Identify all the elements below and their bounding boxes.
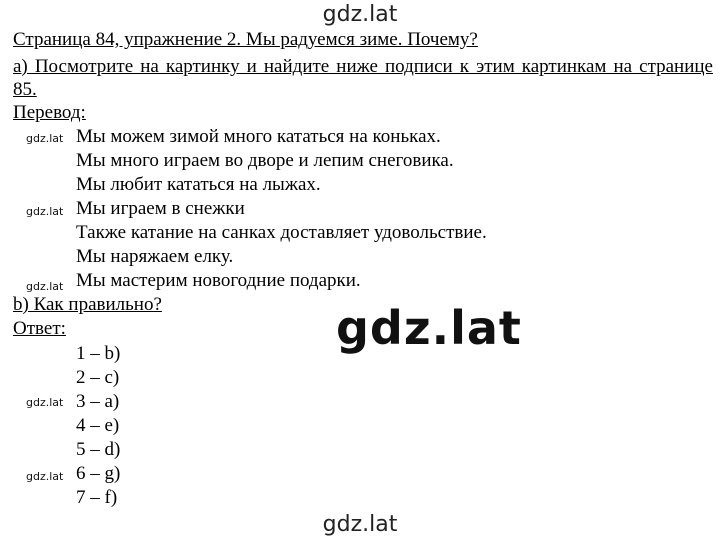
- answer-item-2: 2 – c): [76, 367, 120, 388]
- watermark-small-1: gdz.lat: [26, 132, 64, 145]
- translation-label: Перевод:: [13, 102, 86, 123]
- watermark-small-2: gdz.lat: [26, 205, 64, 218]
- watermark-small-5: gdz.lat: [26, 470, 64, 483]
- answer-item-5: 5 – d): [76, 439, 121, 460]
- watermark-center: gdz.lat: [336, 301, 522, 355]
- watermark-bottom: gdz.lat: [322, 512, 398, 537]
- translation-line-5: Также катание на санках доставляет удовольствие.: [76, 222, 487, 243]
- answer-item-4: 4 – e): [76, 415, 120, 436]
- translation-line-4: Мы играем в снежки: [76, 198, 245, 219]
- watermark-small-4: gdz.lat: [26, 396, 64, 409]
- translation-line-7: Мы мастерим новогодние подарки.: [76, 270, 361, 291]
- answer-item-6: 6 – g): [76, 463, 121, 484]
- translation-line-6: Мы наряжаем елку.: [76, 246, 234, 267]
- watermark-small-3: gdz.lat: [26, 280, 64, 293]
- exercise-title: Страница 84, упражнение 2. Мы радуемся зиме. Почему?: [13, 29, 478, 50]
- task-a-text: a) Посмотрите на картинку и найдите ниже подписи к этим картинкам на странице 85.: [13, 56, 713, 100]
- answer-item-7: 7 – f): [76, 487, 118, 508]
- task-b-text: b) Как правильно?: [13, 294, 162, 315]
- watermark-top: gdz.lat: [322, 2, 398, 27]
- answer-item-3: 3 – a): [76, 391, 120, 412]
- translation-line-1: Мы можем зимой много кататься на коньках.: [76, 126, 441, 147]
- translation-line-3: Мы любит кататься на лыжах.: [76, 174, 321, 195]
- translation-line-2: Мы много играем во дворе и лепим снеговика.: [76, 150, 454, 171]
- answer-label: Ответ:: [13, 318, 66, 339]
- answer-item-1: 1 – b): [76, 343, 121, 364]
